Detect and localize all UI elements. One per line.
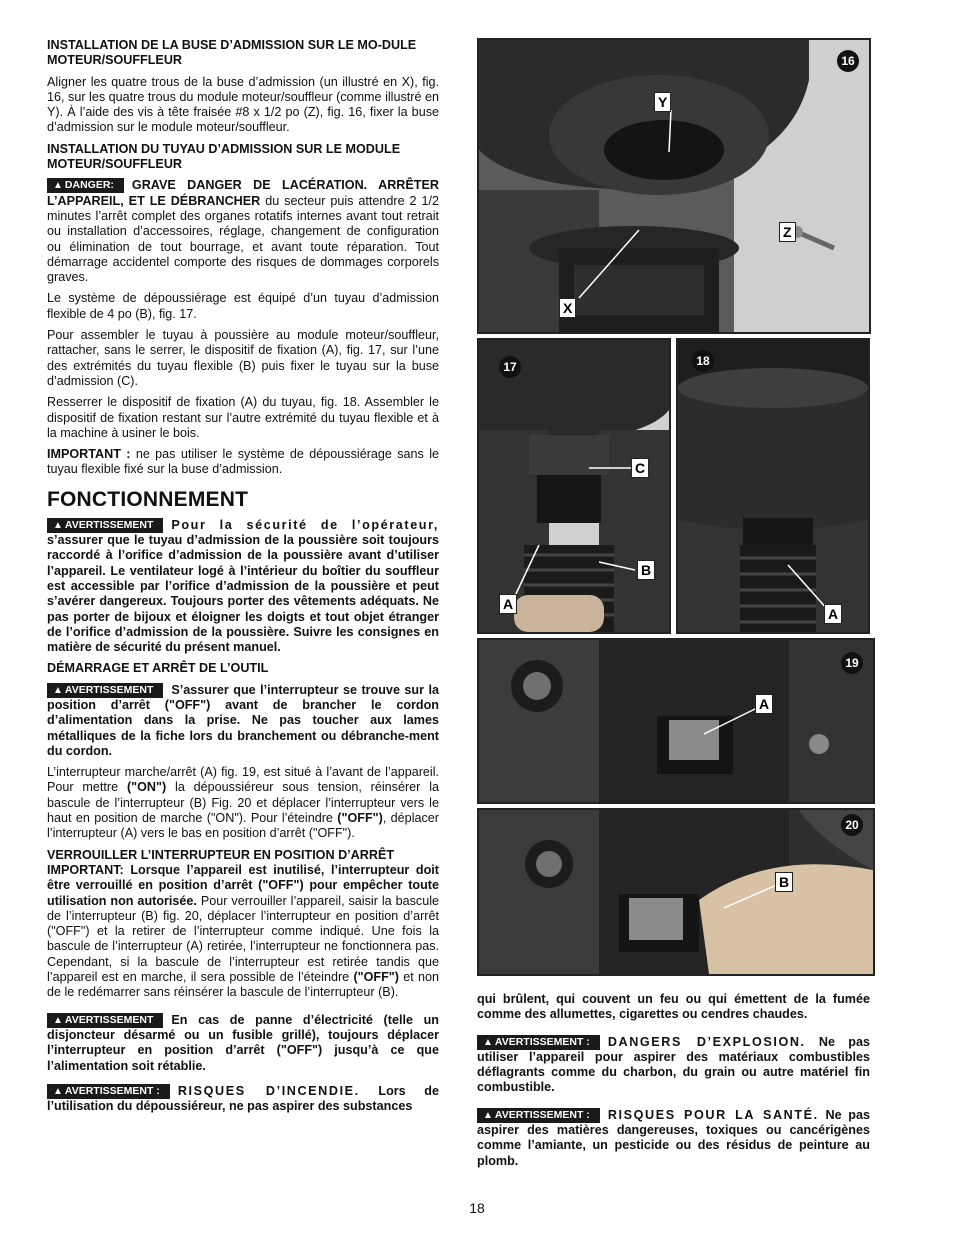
callout-a-19: A xyxy=(755,694,773,714)
warning-triangle-icon: ▲ xyxy=(53,180,63,192)
warning-triangle-icon: ▲ xyxy=(483,1109,493,1121)
danger-text: du secteur puis attendre 2 1/2 minutes l’arrêt complet des organes rotatifs internes avant tout retrait ou installation d’accessoires, réglage, changement de configuration ou élimination de tout bourrage, et avant toute réparation. Tout démarrage accidentel comporte des risques de dommages corporels graves. xyxy=(47,193,439,285)
figure-18-photo xyxy=(678,340,868,632)
right-column xyxy=(477,992,870,1181)
figure-17-photo xyxy=(479,340,669,632)
left-column xyxy=(47,38,439,1120)
important-note: IMPORTANT : ne pas utiliser le système de dépoussiérage sans le tuyau flexible fixé sur la buse d’admission. xyxy=(47,447,439,477)
heading-intake-hose: INSTALLATION DU TUYAU D’ADMISSION SUR LE MODULE MOTEUR/SOUFFLEUR xyxy=(47,141,401,172)
warning-triangle-icon: ▲ xyxy=(483,1036,493,1048)
warning-triangle-icon: ▲ xyxy=(53,684,63,696)
callout-a-18: A xyxy=(824,604,842,624)
callout-z: Z xyxy=(779,222,796,242)
warning-triangle-icon: ▲ xyxy=(53,519,63,531)
warning-badge: ▲ AVERTISSEMENT xyxy=(47,683,163,698)
callout-y: Y xyxy=(654,92,671,112)
warning-badge: ▲ AVERTISSEMENT : xyxy=(477,1108,600,1123)
figure-16 xyxy=(477,38,871,334)
figure-number-20: 20 xyxy=(841,814,863,836)
figure-number-17: 17 xyxy=(499,356,521,378)
warning-badge: ▲ AVERTISSEMENT : xyxy=(47,1084,170,1099)
paragraph-align-holes: Aligner les quatre trous de la buse d’admission (un illustré en X), fig. 16, sur les quatre trous du module moteur/souffleur (comme illustré en Y). À l’aide des vis à tête fraisée #8 x 1/2 po (Z), fig. 16, fixer la buse d’admission sur le module moteur/souffleur. xyxy=(47,74,439,135)
figure-19-photo xyxy=(479,640,873,802)
callout-b-20: B xyxy=(775,872,793,892)
figure-20 xyxy=(477,808,875,976)
paragraph-assemble-hose: Pour assembler le tuyau à poussière au module moteur/souffleur, rattacher, sans le serrer, le dispositif de fixation (A), fig. 17, sur l’une des extrémités du tuyau flexible (B) puis fixer le tuyau sur la buse d’admission (C). xyxy=(47,328,439,388)
callout-c: C xyxy=(631,458,649,478)
figure-18 xyxy=(676,338,870,634)
warning-triangle-icon: ▲ xyxy=(53,1085,63,1097)
figure-number-19: 19 xyxy=(841,652,863,674)
heading-lock-switch: VERROUILLER L’INTERRUPTEUR EN POSITION D’ARRÊT xyxy=(47,847,395,862)
warning-badge: ▲ AVERTISSEMENT : xyxy=(477,1035,600,1050)
warning-block-6: ▲ AVERTISSEMENT : RISQUES POUR LA SANTÉ. Ne pas aspirer des matières dangereuses, toxiques ou cancérigènes comme l’amiante, un pesticide ou des résidus de peinture au plomb. xyxy=(477,1107,870,1168)
callout-a-17: A xyxy=(499,594,517,614)
heading-intake-nozzle: INSTALLATION DE LA BUSE D’ADMISSION SUR LE MO-DULE MOTEUR/SOUFFLEUR xyxy=(47,38,417,68)
warning-block-4: ▲ AVERTISSEMENT : RISQUES D’INCENDIE. Lors de l’utilisation du dépoussiéreur, ne pas aspirer des substances xyxy=(47,1083,439,1114)
figure-number-16: 16 xyxy=(837,50,859,72)
figure-17 xyxy=(477,338,671,634)
figure-20-photo xyxy=(479,810,873,974)
figure-19 xyxy=(477,638,875,804)
callout-x: X xyxy=(559,298,576,318)
danger-badge: ▲ DANGER: xyxy=(47,178,124,193)
page-number: 18 xyxy=(469,1200,485,1216)
paragraph-flex-hose: Le système de dépoussiérage est équipé d’un tuyau d’admission flexible de 4 po (B), fig. 17. xyxy=(47,291,439,321)
heading-start-stop: DÉMARRAGE ET ARRÊT DE L’OUTIL xyxy=(47,661,269,676)
paragraph-switch: L’interrupteur marche/arrêt (A) fig. 19, est situé à l’avant de l’appareil. Pour mettre ("ON") la dépoussiéreur sous tension, réinsérer la bascule de l’interrupteur (B) Fig. 20 et déplacer l’interrupteur vers le haut en position de marche ("ON"). Pour l’éteindre ("OFF"), déplacer l’interrupteur (A) vers le bas en position d’arrêt ("OFF"). xyxy=(47,765,440,841)
warning-badge: ▲ AVERTISSEMENT xyxy=(47,1013,163,1028)
danger-block xyxy=(47,178,439,285)
warning-badge: ▲ AVERTISSEMENT xyxy=(47,518,163,533)
warning-block-5: ▲ AVERTISSEMENT : DANGERS D’EXPLOSION. Ne pas utiliser l’appareil pour aspirer des matériaux combustibles déflagrants comme du charbon, du grain ou autre matériel fin combustible. xyxy=(477,1034,870,1095)
warning-block-1: ▲ AVERTISSEMENT Pour la sécurité de l’opérateur, s’assurer que le tuyau d’admission de la poussière soit toujours raccordé à l’orifice d’admission de la poussière avant d’utiliser l’appareil. Le ventilateur logé à l’intérieur du boîtier du souffleur est accessible par l’orifice d’admission de la poussière et peut s’avérer dangereux. Toujours porter des vêtements adéquats. Ne pas porter de bijoux et éloigner les doigts et tout objet étranger de l’orifice d’admission de la poussière. Suivre les consignes en matière de sécurité du présent manuel. xyxy=(47,517,439,655)
fire-risk-continued: qui brûlent, qui couvent un feu ou qui émettent de la fumée comme des allumettes, cigarettes ou cendres chaudes. xyxy=(477,992,870,1022)
warning-block-2: ▲ AVERTISSEMENT S’assurer que l’interrupteur se trouve sur la position d’arrêt ("OFF") avant de brancher le cordon d’alimentation dans la prise. Ne pas toucher aux lames métalliques de la fiche lors du branchement ou débranche-ment du cordon. xyxy=(47,682,439,758)
paragraph-tighten-clamp: Resserrer le dispositif de fixation (A) du tuyau, fig. 18. Assembler le dispositif de fixation restant sur l’autre extrémité du tuyau flexible et à la machine à usiner le bois. xyxy=(47,395,439,440)
danger-lead: GRAVE DANGER DE LACÉRATION. ARRÊTER L’APPAREIL, ET LE DÉBRANCHER xyxy=(47,178,439,208)
callout-b: B xyxy=(637,560,655,580)
paragraph-lock: IMPORTANT: Lorsque l’appareil est inutilisé, l’interrupteur doit être verrouillé en position d’arrêt ("OFF") pour empêcher toute utilisation non autorisée. Pour verrouiller l’appareil, saisir la bascule de l’interrupteur (B) fig. 20, déplacer l’interrupteur en position d’arrêt ("OFF") et la retirer de l’interrupteur comme indiqué. Une fois la bascule de l’interrupteur (A) retirée, l’interrupteur ne fonctionnera pas. Cependant, si la bascule de l’interrupteur est retirée tandis que l’appareil est en marche, il sera possible de l’éteindre ("OFF") et non de le redémarrer sans réinsérer la bascule de l’interrupteur (B). xyxy=(47,862,439,1000)
section-title: FONCTIONNEMENT xyxy=(47,487,249,511)
figure-number-18: 18 xyxy=(692,350,714,372)
figure-16-photo xyxy=(479,40,869,332)
warning-block-3: ▲ AVERTISSEMENT En cas de panne d’électricité (telle un disjoncteur désarmé ou un fusible grillé), toujours déplacer l’interrupteur en position d’arrêt ("OFF") jusqu’à ce que l’alimentation soit rétablie. xyxy=(47,1012,439,1073)
warning-triangle-icon: ▲ xyxy=(53,1014,63,1026)
